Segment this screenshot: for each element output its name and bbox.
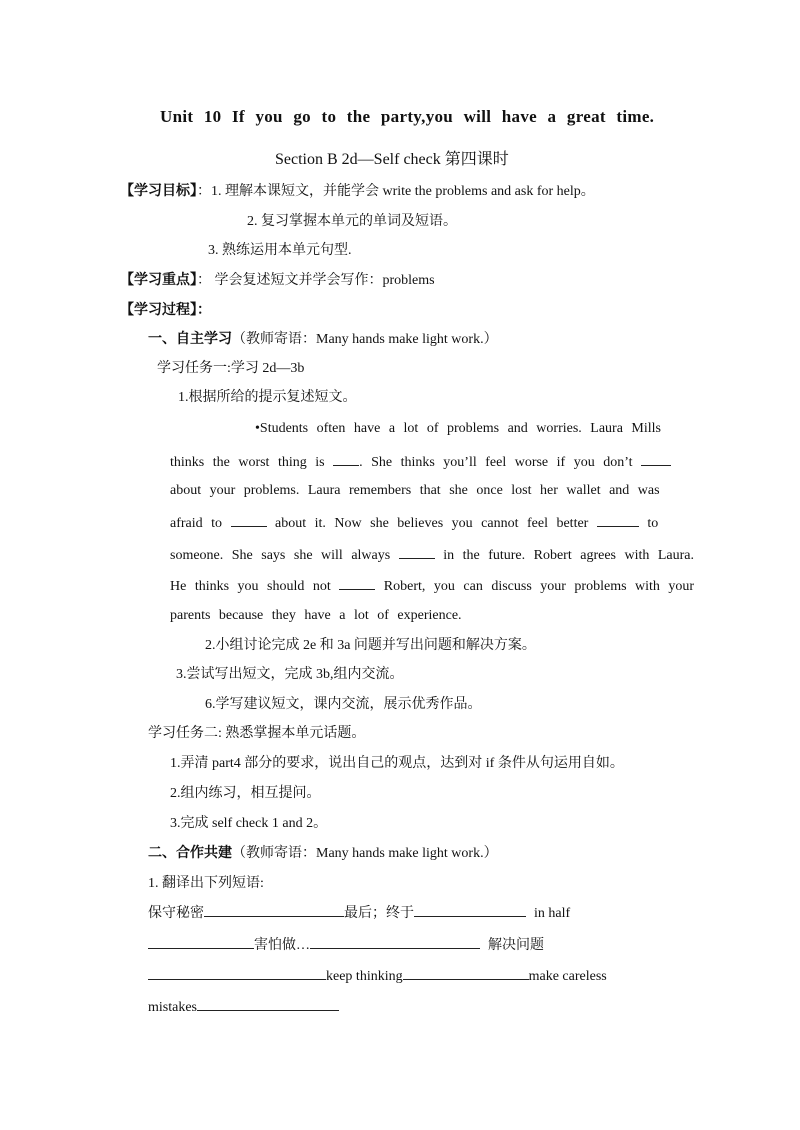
section-2-note: （教师寄语：Many hands make light work.） [232,846,498,861]
focus-text: ： 学会复述短文并学会写作：problems [197,273,435,288]
passage-line-2: thinks the worst thing is . She thinks you’ll feel worse if you don’t [170,452,671,472]
task-1-step-1: 1.根据所给的提示复述短文。 [178,390,357,405]
objective-item-3: 3. 熟练运用本单元句型. [208,243,352,258]
section-1-line [148,331,498,349]
task-2-step-1: 1.弄清 part4 部分的要求，说出自己的观点，达到对 if 条件从句运用自如。 [170,756,624,771]
phrase-1: 保守秘密 [148,906,204,921]
task-1-step-6: 6.学写建议短文，课内交流，展示优秀作品。 [205,697,482,712]
translate-row-2 [148,935,544,955]
phrase-6: keep thinking [326,969,403,984]
translate-row-1 [148,903,570,923]
objectives-label: 【学习目标】 [120,184,197,199]
answer-blank-7[interactable] [197,997,339,1011]
process-label: 【学习过程】： [120,303,211,318]
answer-blank-1[interactable] [204,903,344,917]
passage-line-5: someone. She says she will always in the future. Robert agrees with Laura. [170,545,694,565]
answer-blank-2[interactable] [414,903,526,917]
task-1-title: 学习任务一:学习 2d—3b [157,361,305,376]
focus-line [120,272,435,290]
phrase-3: in half [534,906,571,921]
task-1-step-2: 2.小组讨论完成 2e 和 3a 问题并写出问题和解决方案。 [205,638,536,653]
blank-2[interactable] [641,452,671,466]
blank-1[interactable] [333,452,359,466]
blank-4[interactable] [597,513,639,527]
answer-blank-4[interactable] [310,935,480,949]
task-2-step-3: 3.完成 self check 1 and 2。 [170,816,328,831]
passage-line-7: parents because they have a lot of experience. [170,608,462,623]
section-1-heading: 一、自主学习 [148,332,232,347]
task-1-step-3: 3.尝试写出短文，完成 3b,组内交流。 [176,667,404,682]
objective-item-2: 2. 复习掌握本单元的单词及短语。 [247,214,457,229]
answer-blank-5[interactable] [148,966,326,980]
phrase-4: 害怕做… [254,938,310,953]
phrase-8: mistakes [148,1000,197,1015]
passage-line-6: He thinks you should not Robert, you can discuss your problems with your [170,576,694,596]
lesson-subtitle: Section B 2d—Self check 第四课时 [275,151,509,168]
phrase-7: make careless [528,969,607,984]
blank-3[interactable] [231,513,267,527]
task-2-step-2: 2.组内练习，相互提问。 [170,786,321,801]
document-title: Unit 10 If you go to the party,you will have a great time. [160,107,655,126]
answer-blank-3[interactable] [148,935,254,949]
passage-line-4: afraid to about it. Now she believes you cannot feel better to [170,513,658,533]
blank-6[interactable] [339,576,375,590]
answer-blank-6[interactable] [403,966,529,980]
phrase-5: 解决问题 [488,938,544,953]
section-2-heading: 二、合作共建 [148,846,232,861]
translate-title: 1. 翻译出下列短语: [148,876,264,891]
task-2-title: 学习任务二: 熟悉掌握本单元话题。 [148,726,366,741]
passage-line-3: about your problems. Laura remembers that she once lost her wallet and was [170,483,660,498]
translate-row-4 [148,997,339,1017]
blank-5[interactable] [399,545,435,559]
focus-label: 【学习重点】 [120,273,197,288]
objectives-line-1 [120,183,595,201]
translate-row-3 [148,966,607,986]
objective-item-1: ：1. 理解本课短文，并能学会 write the problems and ask for help。 [197,184,595,199]
section-1-note: （教师寄语：Many hands make light work.） [232,332,498,347]
passage-line-1: •Students often have a lot of problems and worries. Laura Mills [255,421,661,436]
section-2-line [148,845,498,863]
phrase-2: 最后；终于 [344,906,414,921]
